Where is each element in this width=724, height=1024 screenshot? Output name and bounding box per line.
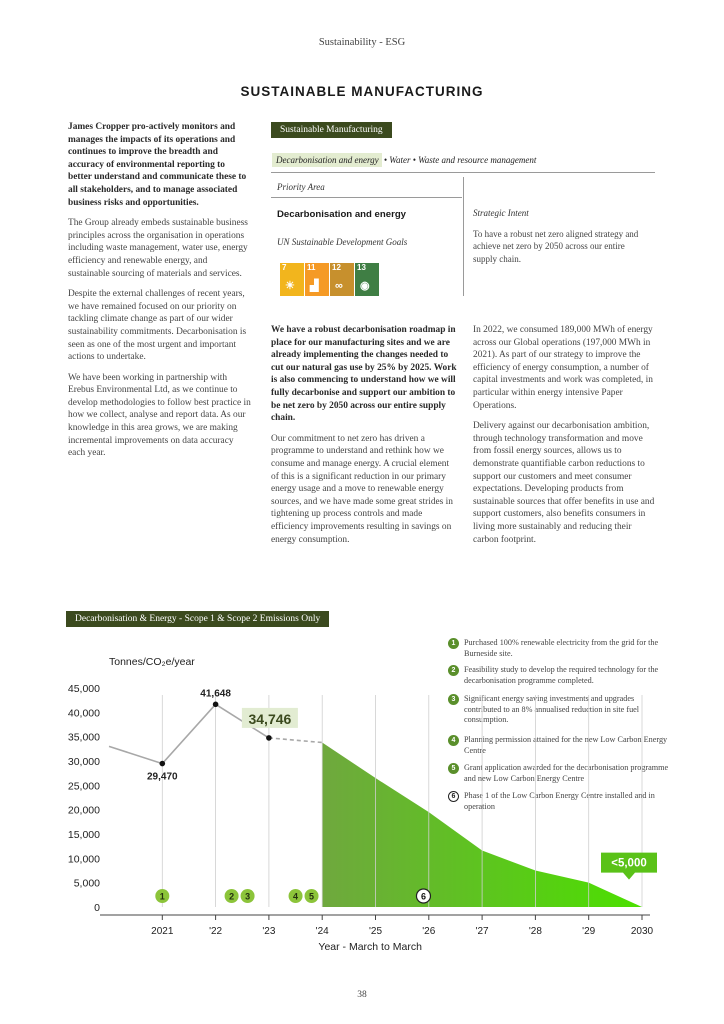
intro-paragraph-2: Despite the external challenges of recent years, we have remained focused on our priority on tackling climate change as part of our wider sustainability commitments. Decarbonisation is seen as one of the most urgent and important actions to undertake.: [68, 289, 247, 363]
middle-column: [271, 324, 457, 554]
emissions-chart: [40, 675, 680, 965]
data-point: [160, 761, 166, 767]
left-column: [68, 121, 251, 468]
y-tick-label: 5,000: [73, 877, 100, 890]
x-tick-label: '23: [262, 926, 276, 937]
y-tick-label: 20,000: [67, 804, 100, 817]
projection-bridge-line: [269, 738, 322, 743]
section-header: Sustainability - ESG: [318, 37, 406, 48]
step-text: Purchased 100% renewable electricity from the grid for the Burneside site.: [464, 638, 659, 658]
x-tick-label: '24: [315, 926, 329, 937]
intro-lead: James Cropper pro-actively monitors and manages the impacts of its operations and continues to improve the breadth and accuracy of environmental reporting to better understand and communicate these to all stakeholders, and to manage associated business risks and opportunities.: [68, 122, 247, 208]
milestone-marker-label: 3: [245, 891, 251, 902]
energy-paragraph: In 2022, we consumed 189,000 MWh of energy across our Global operations (197,000 MWh in 2021). As part of our strategy to improve the efficiency of energy consumption, a number of capital investments and work was completed, in particular within energy intensive Paper Operations.: [473, 325, 653, 411]
sdg-11-tile: 11 ▟: [305, 263, 329, 296]
y-tick-label: 45,000: [67, 683, 100, 695]
priority-value: Decarbonisation and energy: [277, 209, 407, 220]
step-number-badge: 1: [448, 638, 459, 649]
right-column: [473, 324, 659, 554]
y-axis-title: Tonnes/CO₂e/year: [109, 656, 195, 668]
page-title: SUSTAINABLE MANUFACTURING: [240, 84, 484, 99]
intro-paragraph-1: The Group already embeds sustainable business principles across the organisation in operations including waste management, water use, energy efficiency and renewable energy, and sustainable sourcing of materials and services.: [68, 218, 248, 279]
data-label-2021: 29,470: [147, 771, 178, 783]
step-number-badge: 2: [448, 665, 459, 676]
x-tick-label: 2030: [630, 926, 654, 937]
eye-globe-icon: ◉: [360, 280, 370, 292]
sdg-label: UN Sustainable Development Goals: [277, 237, 408, 247]
pillar-highlight: Decarbonisation and energy: [272, 153, 382, 167]
x-axis-title: Year - March to March: [318, 941, 422, 953]
roadmap-lead: We have a robust decarbonisation roadmap in place for our manufacturing sites and we are already implementing the changes needed to cut our natural gas use by 25% by 2025. Work is also commencing to understand how we will fully decarbonise and support our ambition to be net zero by 2050 across our entire supply chain.: [271, 325, 457, 424]
step-text: Grant application awarded for the decarbonisation programme and new Low Carbon Energy Centre: [464, 763, 669, 783]
y-tick-label: 35,000: [67, 731, 100, 744]
x-tick-label: '27: [475, 926, 489, 937]
y-tick-label: 25,000: [67, 780, 100, 793]
step-text: Significant energy saving investments and upgrades contributed to an 8% annualised reduction in site fuel consumption.: [464, 694, 640, 724]
sdg-13-tile: 13 ◉: [355, 263, 379, 296]
delivery-paragraph: Delivery against our decarbonisation ambition, through technology transformation and move from fossil energy sources, allows us to demonstrate quantifiable carbon reductions to support our customers and meet consumer expectations. Developing products from sustainable sources that offer benefits in use and support customers, also benefits consumers in living more sustainably and reducing their carbon footprint.: [473, 421, 655, 545]
city-icon: ▟: [310, 280, 319, 292]
infinity-icon: ∞: [335, 280, 343, 292]
sdg-tiles: [280, 263, 400, 299]
data-point: [266, 735, 272, 741]
y-tick-label: 40,000: [67, 707, 100, 720]
y-tick-label: 15,000: [67, 829, 100, 841]
milestone-marker-label: 2: [229, 891, 235, 902]
intent-label: Strategic Intent: [473, 208, 529, 218]
priority-label: Priority Area: [277, 182, 325, 192]
target-end-label: <5,000: [611, 857, 647, 870]
x-tick-label: '22: [209, 926, 223, 937]
milestone-marker-label: 5: [309, 891, 315, 902]
milestone-marker-label: 4: [293, 891, 299, 902]
pillar-row: [272, 155, 672, 165]
x-tick-label: 2021: [151, 926, 174, 937]
commitment-paragraph: Our commitment to net zero has driven a programme to understand and rethink how we consume and manage energy. A crucial element of this is a significant reduction in our primary energy usage and a move to renewable energy sources, and we have made some great strides in tightening up process controls and made efficiency improvements resulting in savings on energy consumption.: [271, 433, 453, 545]
panel-rule-top: [271, 172, 655, 173]
panel-rule-vertical: [463, 177, 464, 296]
sdg-7-tile: 7 ☀: [280, 263, 304, 296]
x-tick-label: '29: [582, 926, 596, 937]
y-tick-label: 30,000: [67, 756, 100, 768]
step-text: Feasibility study to develop the required technology for the decarbonisation programme completed.: [464, 665, 659, 685]
emissions-chart-svg: [40, 675, 680, 965]
sdg-12-tile: 12 ∞: [330, 263, 354, 296]
step-number-badge: 5: [448, 763, 459, 774]
milestone-marker-label: 6: [420, 891, 426, 902]
step-number-badge: 3: [448, 694, 459, 705]
x-tick-label: '26: [422, 926, 436, 937]
intro-paragraph-3: We have been working in partnership with Erebus Environmental Ltd, as we continue to develop methodologies to follow best practice in how we collect, analyse and report data. As our knowledge in this area grows, we are making incremental improvements on data accuracy each year.: [68, 372, 251, 459]
x-tick-label: '28: [528, 926, 542, 937]
sun-icon: ☀: [285, 280, 295, 292]
intent-text: To have a robust net zero aligned strategy and achieve net zero by 2050 across our entire supply chain.: [473, 229, 639, 264]
pillar-rest: • Water • Waste and resource management: [381, 155, 537, 165]
y-tick-label: 0: [94, 902, 100, 914]
data-point: [213, 702, 219, 708]
panel-tag: Sustainable Manufacturing: [271, 122, 392, 138]
data-label-2023: 34,746: [248, 710, 292, 727]
y-tick-label: 10,000: [67, 853, 100, 866]
x-tick-label: '25: [368, 926, 383, 937]
step-text: Phase 1 of the Low Carbon Energy Centre installed and in operation: [464, 791, 655, 811]
step-number-badge: 4: [448, 735, 459, 746]
step-number-badge: 6: [448, 791, 459, 802]
chart-tag: Decarbonisation & Energy - Scope 1 & Scope 2 Emissions Only: [66, 611, 329, 627]
data-label-2022: 41,648: [200, 688, 231, 700]
panel-rule-priority: [271, 197, 462, 198]
milestone-marker-label: 1: [159, 891, 165, 902]
page-number: 38: [357, 990, 367, 1000]
step-text: Planning permission attained for the new Low Carbon Energy Centre: [464, 735, 668, 755]
